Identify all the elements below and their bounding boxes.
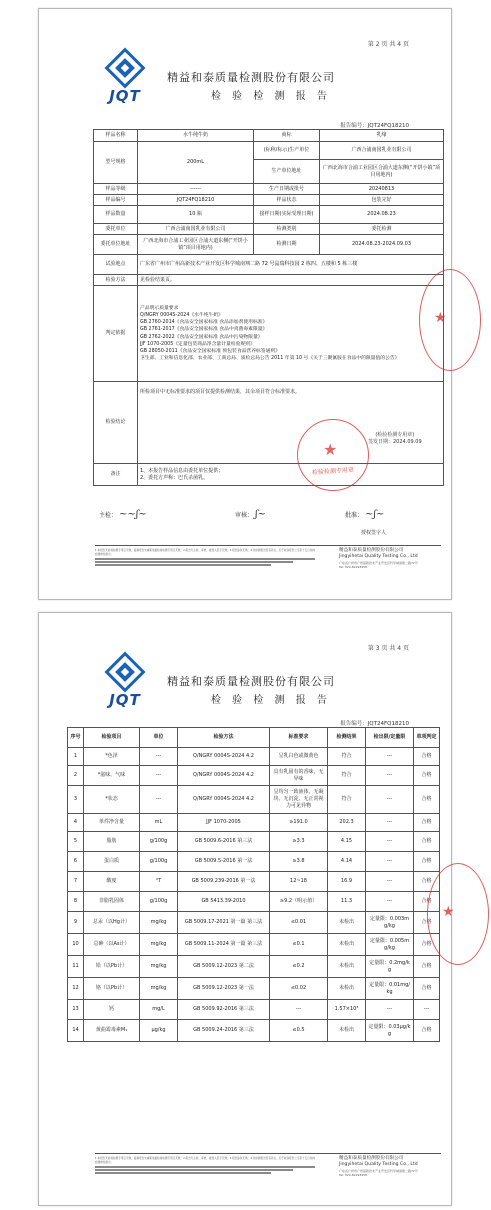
page-number: 第 2 页 共 4 页 <box>367 41 409 48</box>
footer-phone: Tel: 020-82293958 <box>339 565 368 570</box>
value-production-date: 20240813 <box>320 184 444 195</box>
report-page-3 <box>38 612 455 1206</box>
cell-method: Q/NGRY 0004S-2024 4.2 <box>178 748 270 766</box>
cell-judge: 合格 <box>414 786 440 814</box>
results-table <box>67 727 440 1042</box>
value-trademark: 乳缘 <box>320 130 444 142</box>
remarks-cell <box>138 464 444 486</box>
company-name: 精益和泰质量检测股份有限公司 <box>167 71 335 84</box>
cell-req: ≤0.02 <box>270 978 328 1000</box>
value-client: 广西合浦南国乳业有限公司 <box>138 224 254 235</box>
cell-req: ≤0.1 <box>270 934 328 956</box>
results-header-row <box>68 728 440 748</box>
cell-unit: mL <box>140 814 178 832</box>
remark-line: 1、本报告样品信息由委托单位提供； <box>140 467 224 474</box>
table-row <box>68 814 440 832</box>
cell-lod: --- <box>366 872 414 892</box>
cell-method: GB 5009.92-2016 第三法 <box>178 1000 270 1020</box>
cell-no: 6 <box>68 852 84 872</box>
cell-unit: mg/kg <box>140 912 178 934</box>
cell-result: 4.15 <box>328 832 366 852</box>
seal-caption: (检验检测专用章) <box>375 432 415 438</box>
cell-judge: 合格 <box>414 832 440 852</box>
cell-unit: mg/L <box>140 1000 178 1020</box>
footer-address: 广东省广州市广州高新技术产业开发区科学城南翔二路72号 <box>339 1168 418 1173</box>
cell-result: 11.3 <box>328 892 366 912</box>
basis-item: GB 2762-2022《食品安全国家标准 食品中污染物限量》 <box>140 334 263 340</box>
cell-no: 9 <box>68 912 84 934</box>
cell-item: 脂肪 <box>84 832 140 852</box>
cell-req: ≤0.2 <box>270 956 328 978</box>
cell-item: 总砷（以As计） <box>84 934 140 956</box>
footer-company <box>339 1156 449 1177</box>
basis-item: Q/NGRY 0004S-2024《水牛纯牛奶》 <box>140 312 223 318</box>
cell-unit: mg/kg <box>140 934 178 956</box>
company-name: 精益和泰质量检测股份有限公司 <box>167 675 335 688</box>
col-header: 检测结果 <box>328 728 366 748</box>
label-test-date: 检测日期 <box>254 235 320 255</box>
label-client-address: 委托单位地址 <box>94 235 138 255</box>
cell-req: ≥3.8 <box>270 852 328 872</box>
cell-item: 黄曲霉毒素M₁ <box>84 1020 140 1042</box>
cell-item: 蛋白质 <box>84 852 140 872</box>
cell-item: *滋味、气味 <box>84 766 140 786</box>
cell-no: 12 <box>68 978 84 1000</box>
value-sample-number: JQT24FQ18210 <box>138 195 254 206</box>
cell-lod: 定量限：0.2mg/kg <box>366 956 414 978</box>
cell-unit: --- <box>140 766 178 786</box>
footer-company-en: Jingyihetai Quality Testing Co., Ltd <box>339 554 418 560</box>
cell-no: 13 <box>68 1000 84 1020</box>
main-test-label: 主检： <box>99 512 118 519</box>
cell-judge: 合格 <box>414 978 440 1000</box>
cell-item: 铬（以Pb计） <box>84 978 140 1000</box>
cell-item: 单件净含量 <box>84 814 140 832</box>
page-footer <box>95 1153 441 1194</box>
basis-title: 产品明示质量要求 <box>140 305 179 311</box>
cell-method: Q/NGRY 0004S-2024 4.2 <box>178 786 270 814</box>
cell-result: 1.57×10³ <box>328 1000 366 1020</box>
conclusion-seal-block <box>368 432 422 446</box>
cell-method: GB 5009.12-2023 第一法 <box>178 978 270 1000</box>
cell-lod: 定量限：0.005mg/kg <box>366 934 414 956</box>
review-signature <box>235 509 266 520</box>
value-spec: 200mL <box>138 142 254 184</box>
company-logo <box>103 653 147 713</box>
value-sample-state: 包装完好 <box>320 195 444 206</box>
cell-req: ≤0.01 <box>270 912 328 934</box>
logo-text: JQT <box>109 87 141 105</box>
cell-unit: mg/kg <box>140 956 178 978</box>
footer-phone: Tel: 020-82293958 <box>339 1173 368 1178</box>
table-row <box>68 912 440 934</box>
page-number: 第 3 页 共 4 页 <box>367 645 409 652</box>
report-page-2 <box>38 8 452 600</box>
label-test-method: 检验方法 <box>94 275 138 286</box>
cell-method: GB 5413.39-2010 <box>178 892 270 912</box>
cell-item: 铅（以Pb计） <box>84 956 140 978</box>
footer-company-en: Jingyihetai Quality Testing Co., Ltd <box>339 1162 418 1168</box>
cell-judge: --- <box>414 1000 440 1020</box>
label-grade: 样品等级 <box>94 184 138 195</box>
value-test-date: 2024.08.23-2024.09.03 <box>320 235 444 255</box>
cell-result: 符合 <box>328 766 366 786</box>
main-test-signature <box>99 509 147 520</box>
approve-signature <box>345 509 384 520</box>
cell-no: 10 <box>68 934 84 956</box>
cell-unit: μg/kg <box>140 1020 178 1042</box>
col-header: 序号 <box>68 728 84 748</box>
basis-item: GB 2761-2017《食品安全国家标准 食品中真菌毒素限量》 <box>140 327 268 333</box>
cell-unit: mg/kg <box>140 978 178 1000</box>
star-icon: ★ <box>323 440 338 459</box>
cell-req: 呈乳白色或微黄色 <box>270 748 328 766</box>
cell-result: 未检出 <box>328 934 366 956</box>
cell-unit: --- <box>140 748 178 766</box>
cell-judge: 合格 <box>414 852 440 872</box>
label-trademark: 商标 <box>254 130 320 142</box>
stamp-text: 检验检测专用章 <box>311 466 355 477</box>
cell-lod: 定量限：0.03μg/kg <box>366 1020 414 1042</box>
value-quantity: 10 瓶 <box>138 206 254 224</box>
value-receive-date: 2024.08.23 <box>320 206 444 224</box>
cell-method: GB 5009.12-2023 第二法 <box>178 956 270 978</box>
logo-text: JQT <box>109 691 141 709</box>
sample-info-table <box>93 129 444 486</box>
cell-judge: 合格 <box>414 956 440 978</box>
value-test-type: 委托检测 <box>320 224 444 235</box>
approver-title: 授权签字人 <box>361 530 387 536</box>
star-icon: ★ <box>442 904 455 920</box>
cell-no: 1 <box>68 748 84 766</box>
approve-label: 批准： <box>345 512 364 519</box>
cell-no: 8 <box>68 892 84 912</box>
col-header: 检出限/定量限 <box>366 728 414 748</box>
report-number: 报告编号：JQT24FQ18210 <box>340 721 409 727</box>
cell-unit: °T <box>140 872 178 892</box>
footer-company-cn: 精益和泰质量检测股份有限公司 <box>339 1156 404 1161</box>
page-footer <box>95 545 441 586</box>
label-sample-name: 样品名称 <box>94 130 138 142</box>
cell-item: *状态 <box>84 786 140 814</box>
table-row <box>68 852 440 872</box>
cell-req: ≥9.2（明示值） <box>270 892 328 912</box>
remark-line: 2、委托方声称：巴氏杀菌乳。 <box>140 474 209 481</box>
basis-item: GB 2760-2014《食品安全国家标准 食品添加剂使用标准》 <box>140 320 268 326</box>
cell-judge: 合格 <box>414 934 440 956</box>
table-row <box>68 748 440 766</box>
value-test-method: 见检验结果页。 <box>138 275 444 286</box>
col-header: 单项判定 <box>414 728 440 748</box>
cell-result: 未检出 <box>328 956 366 978</box>
table-row <box>68 934 440 956</box>
cell-result: 未检出 <box>328 1020 366 1042</box>
cell-no: 14 <box>68 1020 84 1042</box>
review-handwriting: ʃ~ <box>254 509 267 520</box>
cell-result: 未检出 <box>328 978 366 1000</box>
cell-unit: g/100g <box>140 832 178 852</box>
cell-lod: --- <box>366 832 414 852</box>
table-row <box>68 978 440 1000</box>
value-producer: 广西合浦南国乳业有限公司 <box>320 142 444 160</box>
cell-method: GB 5009.11-2024 第一篇 第三法 <box>178 934 270 956</box>
cell-result: 符合 <box>328 786 366 814</box>
cell-lod: --- <box>366 892 414 912</box>
edge-seal <box>419 269 481 371</box>
value-client-address: 广西北海市合浦工业园区合浦大道东侧(“开饼小镇”项目用地内) <box>138 235 254 255</box>
table-row <box>68 956 440 978</box>
cell-judge: 合格 <box>414 912 440 934</box>
col-header: 检验方法 <box>178 728 270 748</box>
table-row <box>68 1020 440 1042</box>
approve-handwriting: ~ʃ~ <box>364 509 385 520</box>
cell-method: GB 5009.239-2016 第一法 <box>178 872 270 892</box>
cell-item: 非脂乳固体 <box>84 892 140 912</box>
footer-fine-print-text: 1.本报告无检验检测专用章无效，复制报告未重新加盖检验检测专用章无效；2.报告无主检、审核、批准人签字无效；3.报告涂改无效；4.对检测报告若有异议，应于收到报告之日起十五日内向检测单位提出； <box>95 1157 315 1165</box>
label-basis: 判定依据 <box>94 286 138 382</box>
cell-method: GB 5009.5-2016 第一法 <box>178 852 270 872</box>
label-production-date: 生产日期或批号 <box>254 184 320 195</box>
value-sample-name: 水牛纯牛奶 <box>138 130 254 142</box>
cell-method: Q/NGRY 0004S-2024 4.2 <box>178 766 270 786</box>
label-client: 委托单位 <box>94 224 138 235</box>
jqt-diamond-icon <box>103 653 147 691</box>
cell-no: 3 <box>68 786 84 814</box>
label-test-type: 检测类别 <box>254 224 320 235</box>
footer-fine-print <box>95 1157 315 1175</box>
footer-company-cn: 精益和泰质量检测股份有限公司 <box>339 548 404 553</box>
cell-method: JJF 1070-2005 <box>178 814 270 832</box>
cell-unit: --- <box>140 786 178 814</box>
report-number: 报告编号：JQT24FQ18210 <box>340 123 409 129</box>
table-row <box>68 1000 440 1020</box>
value-test-site: 广东省广州市广州高新技术产业开发区科学城南翔二路 72 号晶瑞科技园 2 栋四、五楼和 5 栋三楼 <box>138 255 444 275</box>
cell-lod: --- <box>366 766 414 786</box>
cell-result: 符合 <box>328 748 366 766</box>
table-row <box>68 766 440 786</box>
label-quantity: 样品数量 <box>94 206 138 224</box>
basis-list <box>138 286 444 382</box>
conclusion-cell <box>138 382 444 464</box>
cell-req: 呈均匀一致液体，无凝块、无沉淀、无正常视力可见异物 <box>270 786 328 814</box>
cell-item: 总汞（以Hg计） <box>84 912 140 934</box>
cell-lod: --- <box>366 1000 414 1020</box>
label-remarks: 备注 <box>94 464 138 486</box>
cell-lod: --- <box>366 852 414 872</box>
conclusion-text: 所检项目中无标准要求的项目仅提供检测结果，其余项目符合标准要求。 <box>140 389 301 395</box>
cell-req: ≥191.0 <box>270 814 328 832</box>
star-icon: ★ <box>434 310 447 326</box>
table-row <box>68 892 440 912</box>
cell-lod: 定量限：0.003mg/kg <box>366 912 414 934</box>
cell-result: 202.3 <box>328 814 366 832</box>
test-stamp <box>297 419 369 491</box>
cell-req: 12~18 <box>270 872 328 892</box>
cell-unit: g/100g <box>140 852 178 872</box>
cell-judge: 合格 <box>414 814 440 832</box>
label-spec: 型号规格 <box>94 142 138 184</box>
review-label: 审核： <box>235 512 254 519</box>
cell-judge: 合格 <box>414 766 440 786</box>
cell-req: 具有乳固有的香味，无异味 <box>270 766 328 786</box>
col-header: 标准要求 <box>270 728 328 748</box>
company-logo <box>103 49 147 109</box>
col-header: 单位 <box>140 728 178 748</box>
cell-lod: --- <box>366 748 414 766</box>
cell-req: ≥3.3 <box>270 832 328 852</box>
cell-req: ≤0.5 <box>270 1020 328 1042</box>
label-test-site: 试验地点 <box>94 255 138 275</box>
cell-method: GB 5009.17-2021 第一篇 第三法 <box>178 912 270 934</box>
cell-lod: 定量限：0.01mg/kg <box>366 978 414 1000</box>
cell-no: 2 <box>68 766 84 786</box>
cell-judge: 合格 <box>414 872 440 892</box>
cell-lod: --- <box>366 786 414 814</box>
report-title: 检 验 检 测 报 告 <box>211 91 331 102</box>
cell-item: 钙 <box>84 1000 140 1020</box>
table-row <box>68 832 440 852</box>
cell-result: 4.14 <box>328 852 366 872</box>
cell-no: 5 <box>68 832 84 852</box>
main-test-handwriting: ~~ʃ~ <box>118 509 147 520</box>
jqt-diamond-icon <box>103 49 147 87</box>
cell-judge: 合格 <box>414 748 440 766</box>
label-sample-state: 样品状态 <box>254 195 320 206</box>
label-producer: (标称/标示)生产单位 <box>254 142 320 160</box>
cell-no: 4 <box>68 814 84 832</box>
cell-req: --- <box>270 1000 328 1020</box>
cell-item: *色泽 <box>84 748 140 766</box>
cell-lod: --- <box>366 814 414 832</box>
cell-no: 11 <box>68 956 84 978</box>
basis-item: JJF 1070-2005《定量包装商品净含量计量检验规则》 <box>140 341 255 347</box>
issue-date: 签发日期：2024.09.09 <box>368 438 422 445</box>
report-title: 检 验 检 测 报 告 <box>211 695 331 706</box>
cell-judge: 合格 <box>414 1020 440 1042</box>
cell-result: 未检出 <box>328 912 366 934</box>
edge-seal <box>427 863 489 965</box>
cell-method: GB 5009.24-2016 第三法 <box>178 1020 270 1042</box>
cell-method: GB 5009.6-2016 第三法 <box>178 832 270 852</box>
label-receive-date: 接样日期(实际受理日期) <box>254 206 320 224</box>
cell-no: 7 <box>68 872 84 892</box>
value-grade: ------ <box>138 184 254 195</box>
footer-address: 广东省广州市广州高新技术产业开发区科学城南翔二路72号 <box>339 560 418 565</box>
value-producer-address: 广西北海市合浦工业园区合浦大道东侧(“开饼小镇”项目用地内) <box>320 160 444 184</box>
cell-judge: 合格 <box>414 892 440 912</box>
footer-company <box>339 548 449 569</box>
col-header: 检验项目 <box>84 728 140 748</box>
cell-unit: g/100g <box>140 892 178 912</box>
label-sample-number: 样品编号 <box>94 195 138 206</box>
cell-item: 酸度 <box>84 872 140 892</box>
label-conclusion: 检验结论 <box>94 382 138 464</box>
footer-fine-print <box>95 549 315 567</box>
cell-result: 16.9 <box>328 872 366 892</box>
table-row <box>68 872 440 892</box>
basis-item: GB 28050-2011《食品安全国家标准 预包装食品营养标签通则》 <box>140 348 280 354</box>
footer-fine-print-text: 1.本报告无检验检测专用章无效，复制报告未重新加盖检验检测专用章无效；2.报告无主检、审核、批准人签字无效；3.报告涂改无效；4.对检测报告若有异议，应于收到报告之日起十五日内向检测单位提出； <box>95 549 315 557</box>
table-row <box>68 786 440 814</box>
basis-item: 卫生部、工业和信息化部、农业部、工商总局、质检总局公告 2011 年第 10 号《关于三聚氰胺在食品中的限量值的公告》 <box>140 356 400 362</box>
label-producer-address: 生产单位地址 <box>254 160 320 184</box>
